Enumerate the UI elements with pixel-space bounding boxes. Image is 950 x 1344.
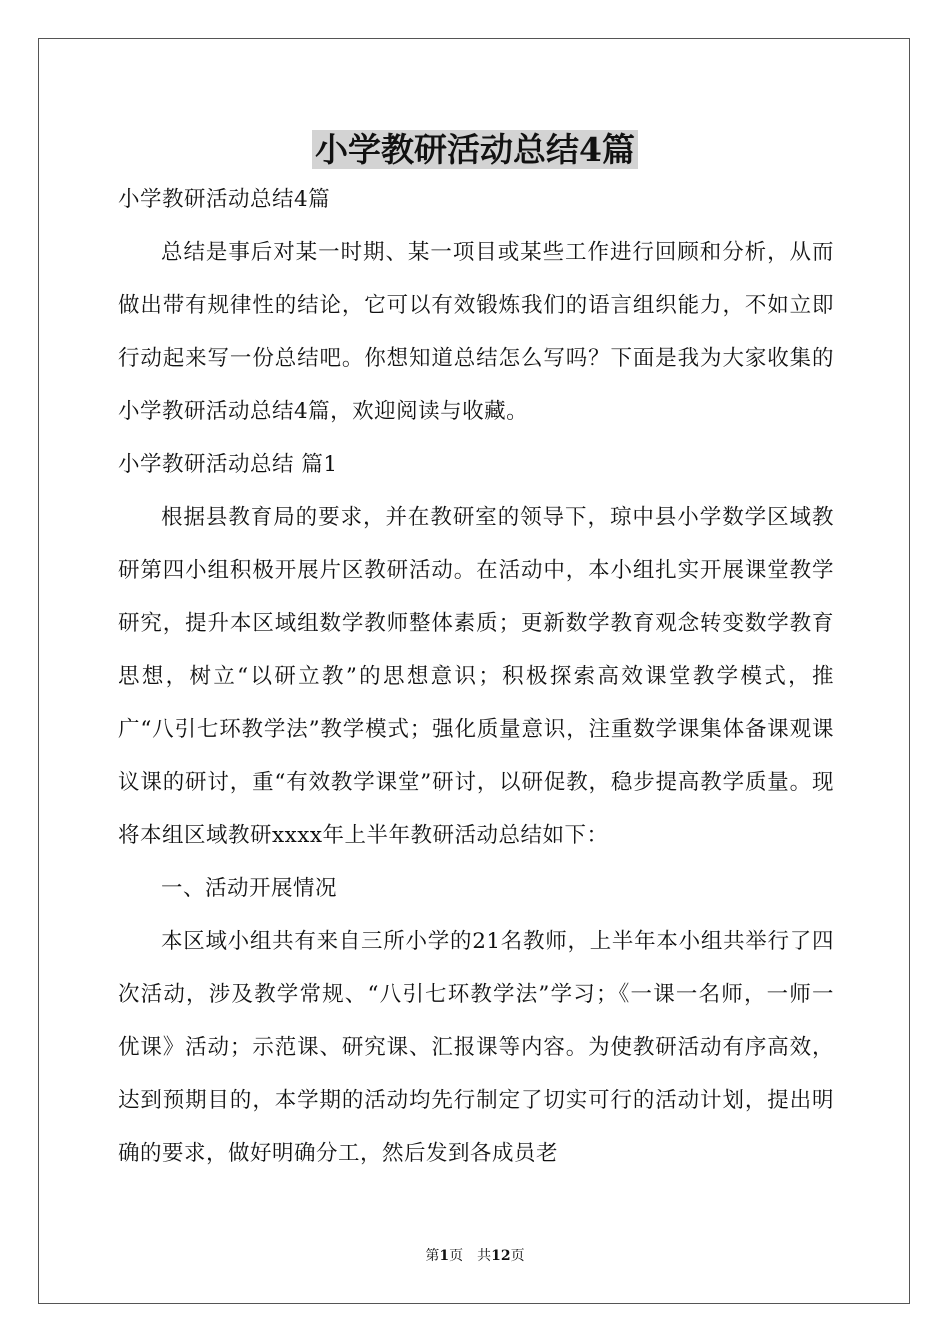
footer-page-suffix: 页 <box>510 1248 525 1264</box>
document-title <box>0 126 950 174</box>
footer-page-current: 1 <box>439 1248 450 1264</box>
section-heading: 小学教研活动总结 篇1 <box>118 452 338 477</box>
subheading-1: 一、活动开展情况 <box>161 876 338 901</box>
document-body <box>118 173 834 1180</box>
document-title-text: 小学教研活动总结4篇 <box>312 130 638 169</box>
footer-page-prefix: 第 <box>425 1248 440 1264</box>
section-paragraph-2: 本区域小组共有来自三所小学的21名教师，上半年本小组共举行了四次活动，涉及教学常规、“八引七环教学法”学习；《一课一名师，一师一优课》活动；示范课、研究课、汇报课等内容。为使教研活动有序高效，达到预期目的，本学期的活动均先行制定了切实可行的活动计划，提出明确的要求，做好明确分工，然后发到各成员老 <box>118 929 834 1166</box>
footer-page-mid: 页 共 <box>449 1248 492 1264</box>
intro-paragraph: 总结是事后对某一时期、某一项目或某些工作进行回顾和分析，从而做出带有规律性的结论，它可以有效锻炼我们的语言组织能力，不如立即行动起来写一份总结吧。你想知道总结怎么写吗？下面是我为大家收集的小学教研活动总结4篇，欢迎阅读与收藏。 <box>118 240 834 424</box>
section-paragraph-1: 根据县教育局的要求，并在教研室的领导下，琼中县小学数学区域教研第四小组积极开展片区教研活动。在活动中，本小组扎实开展课堂教学研究，提升本区域组数学教师整体素质；更新数学教育观念转变数学教育思想，树立“以研立教”的思想意识；积极探索高效课堂教学模式，推广“八引七环教学法”教学模式；强化质量意识，注重数学课集体备课观课议课的研讨，重“有效教学课堂”研讨，以研促教，稳步提高教学质量。现将本组区域教研xxxx年上半年教研活动总结如下： <box>118 505 834 848</box>
page-footer <box>0 1246 950 1266</box>
footer-page-total: 12 <box>491 1248 511 1264</box>
subtitle: 小学教研活动总结4篇 <box>118 187 331 212</box>
